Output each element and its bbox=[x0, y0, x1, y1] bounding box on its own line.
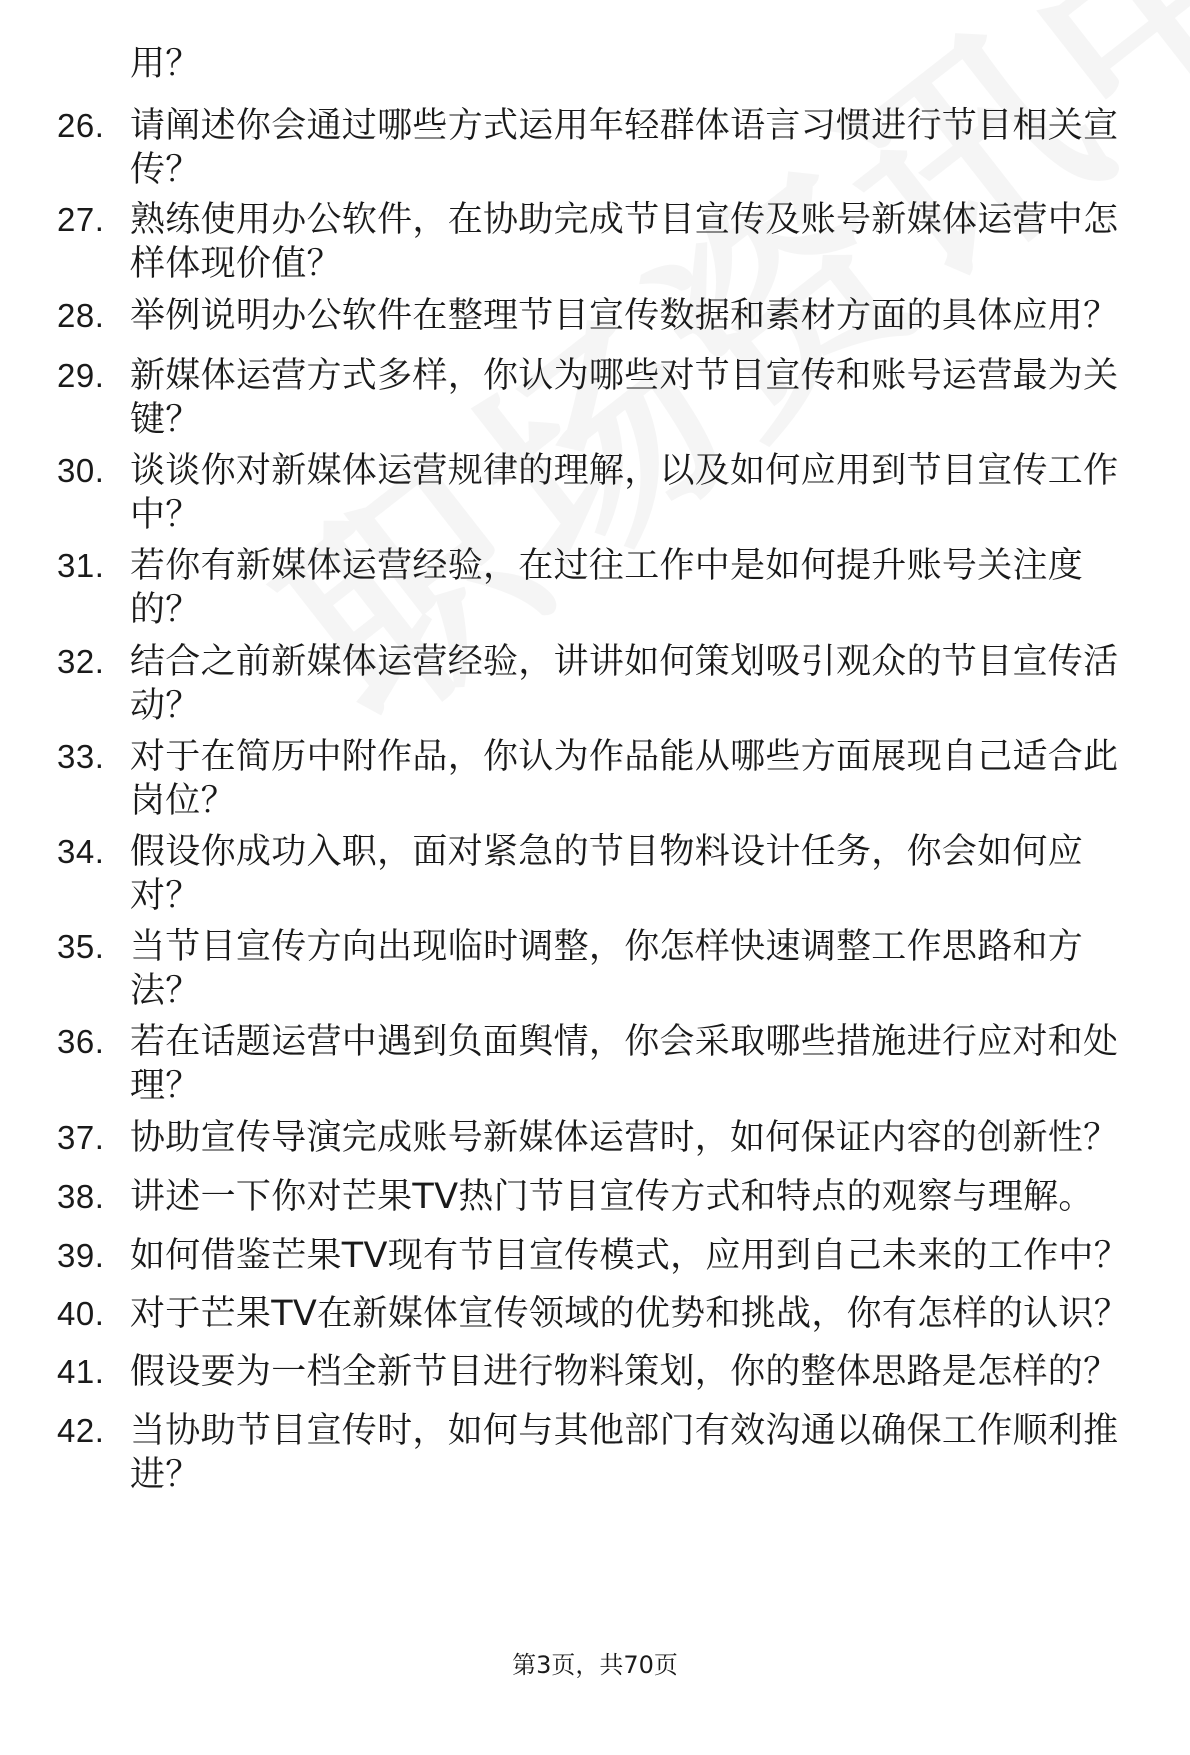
page-number: 第3页，共70页 bbox=[512, 1651, 678, 1679]
question-text: 当协助节目宣传时，如何与其他部门有效沟通以确保工作顺利推进？ bbox=[130, 1411, 1119, 1495]
question-text: 如何借鉴芒果TV现有节目宣传模式，应用到自己未来的工作中？ bbox=[130, 1236, 1130, 1276]
question-number: 28. bbox=[57, 297, 105, 334]
question-text: 协助宣传导演完成账号新媒体运营时，如何保证内容的创新性？ bbox=[130, 1118, 1119, 1158]
question-text: 当节目宣传方向出现临时调整，你怎样快速调整工作思路和方法？ bbox=[130, 927, 1084, 1011]
question-text: 对于在简历中附作品，你认为作品能从哪些方面展现自己适合此岗位？ bbox=[130, 737, 1119, 821]
question-number: 36. bbox=[57, 1023, 105, 1060]
question-text: 假设要为一档全新节目进行物料策划，你的整体思路是怎样的？ bbox=[130, 1352, 1119, 1392]
question-text: 新媒体运营方式多样，你认为哪些对节目宣传和账号运营最为关键？ bbox=[130, 356, 1119, 440]
question-number: 35. bbox=[57, 928, 105, 965]
question-number: 26. bbox=[57, 107, 105, 144]
question-text: 讲述一下你对芒果TV热门节目宣传方式和特点的观察与理解。 bbox=[130, 1177, 1094, 1217]
question-text: 对于芒果TV在新媒体宣传领域的优势和挑战，你有怎样的认识？ bbox=[130, 1294, 1130, 1334]
question-number: 29. bbox=[57, 357, 105, 394]
question-text: 谈谈你对新媒体运营规律的理解，以及如何应用到节目宣传工作中？ bbox=[130, 451, 1119, 535]
question-text: 结合之前新媒体运营经验，讲讲如何策划吸引观众的节目宣传活动？ bbox=[130, 642, 1119, 726]
question-number: 31. bbox=[57, 547, 105, 584]
question-number: 30. bbox=[57, 452, 105, 489]
question-number: 32. bbox=[57, 643, 105, 680]
question-number: 34. bbox=[57, 833, 105, 870]
question-number: 42. bbox=[57, 1412, 105, 1449]
question-number: 38. bbox=[57, 1178, 105, 1215]
question-text: 举例说明办公软件在整理节目宣传数据和素材方面的具体应用？ bbox=[130, 296, 1119, 336]
question-text: 若在话题运营中遇到负面舆情，你会采取哪些措施进行应对和处理？ bbox=[130, 1022, 1119, 1106]
question-text: 熟练使用办公软件，在协助完成节目宣传及账号新媒体运营中怎样体现价值？ bbox=[130, 200, 1119, 284]
question-number: 39. bbox=[57, 1237, 105, 1274]
question-text: 请阐述你会通过哪些方式运用年轻群体语言习惯进行节目相关宣传？ bbox=[130, 106, 1119, 190]
question-number: 41. bbox=[57, 1353, 105, 1390]
question-text: 假设你成功入职，面对紧急的节目物料设计任务，你会如何应对？ bbox=[130, 832, 1084, 916]
question-text: 用？ bbox=[130, 44, 201, 84]
question-number: 33. bbox=[57, 738, 105, 775]
question-text: 若你有新媒体运营经验，在过往工作中是如何提升账号关注度的？ bbox=[130, 546, 1084, 630]
question-number: 27. bbox=[57, 201, 105, 238]
question-number: 37. bbox=[57, 1119, 105, 1156]
question-number: 40. bbox=[57, 1295, 105, 1332]
